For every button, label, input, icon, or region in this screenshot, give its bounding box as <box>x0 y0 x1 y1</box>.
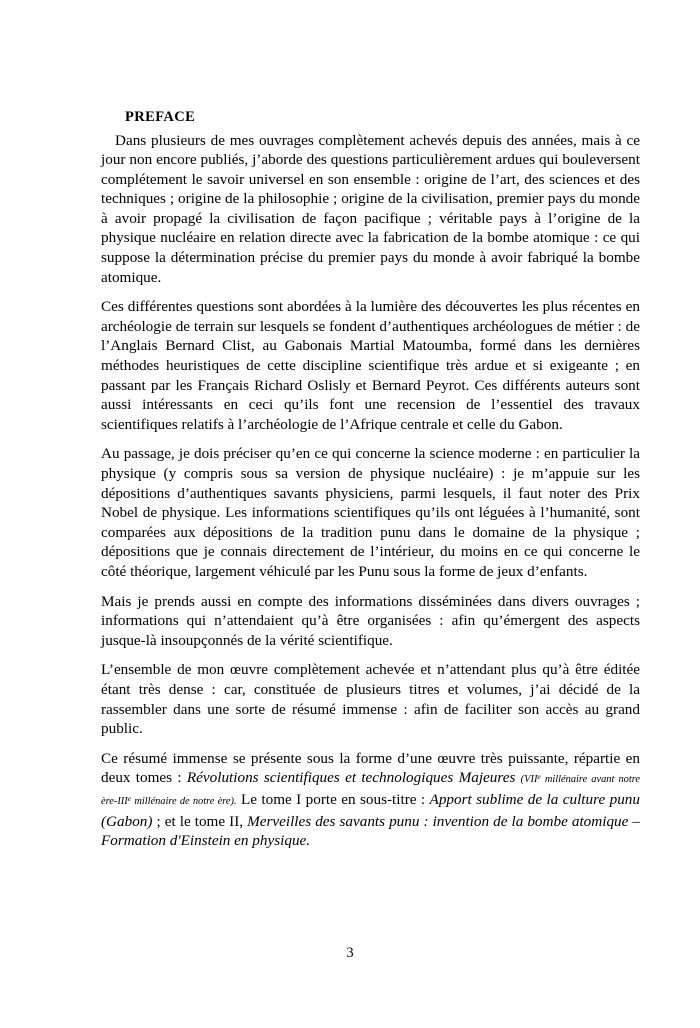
work-title-volume-2: Merveilles des savants punu : invention de la bombe atomique – Formation d'Einstein en physique. <box>101 812 640 850</box>
work-title-volume-1: Apport sublime de la culture punu (Gabon) <box>101 790 640 830</box>
final-middle-text-2: ; et le tome II, <box>152 812 248 830</box>
note-close: millénaire de notre ère). <box>131 795 237 807</box>
paragraph-2: Ces différentes questions sont abordées à la lumière des découvertes les plus récentes en archéologie de terrain sur lesquels se fondent d’authentiques archéologues de métier : de l’Anglais Bernard Clist, au Gabonais Martial Matoumba, formé dans les dernières méthodes heuristiques de cette discipline scientifique très ardue et si exigeante ; en passant par les Français Richard Oslisly et Bernard Peyrot. Ces différents auteurs sont aussi intéressants en ceci qu’ils font une recension de l’essentiel des travaux scientifiques relatifs à l’archéologie de l’Afrique centrale et celle du Gabon. <box>101 298 640 433</box>
paragraph-1: Dans plusieurs de mes ouvrages complètement achevés depuis des années, mais à ce jour non encore publiés, j’aborde des questions particulièrement ardues qui bouleversent complétement le savoir universel en son ensemble : origine de l’art, des sciences et des techniques ; origine de la philosophie ; origine de la civilisation, premier pays du monde à avoir propagé la civilisation de façon pacifique ; véritable pays à l’origine de la physique nucléaire en relation directe avec la fabrication de la bombe atomique : ce qui suppose la détermination précise du premier pays du monde à avoir fabriqué la bombe atomique. <box>101 131 640 286</box>
paragraph-6 <box>101 749 640 851</box>
paragraph-5: L’ensemble de mon œuvre complètement achevée et n’attendant plus qu’à être éditée étant très dense : car, constituée de plusieurs titres et volumes, j’ai décidé de la rassembler dans une sorte de résumé immense : afin de faciliter son accès au grand public. <box>101 661 640 738</box>
final-middle-text-1: Le tome I porte en sous-titre : <box>236 790 430 808</box>
note-ordinal-second: e <box>127 794 132 804</box>
final-lead-text: Ce résumé immense se présente sous la forme d’une œuvre très puissante, répartie en deux tomes : <box>101 749 640 787</box>
note-open: (VII <box>520 774 538 786</box>
note-middle: millénaire avant notre ère-III <box>101 774 640 807</box>
page-content <box>101 108 640 851</box>
paragraph-4: Mais je prends aussi en compte des informations disséminées dans divers ouvrages ; informations qui n’attendaient qu’à être organisées : afin qu’émergent des aspects jusque-là insoupçonnés de la vérité scientifique. <box>101 592 640 649</box>
paragraph-3: Au passage, je dois préciser qu’en ce qui concerne la science moderne : en particulier la physique (y compris sous sa version de physique nucléaire) : je m’appuie sur les dépositions d’authentiques savants physiciens, parmi lesquels, il faut noter des Prix Nobel de physique. Les informations scientifiques qu’ils ont léguées à l’humanité, sont comparées aux dépositions de la tradition punu dans le domaine de la physique ; dépositions que je connais directement de l’intérieur, du moins en ce qui concerne le côté théorique, largement véhiculé par les Punu sous la forme de jeux d’enfants. <box>101 445 640 580</box>
page-title: PREFACE <box>125 109 196 125</box>
page-number: 3 <box>346 945 354 961</box>
work-title-volume-set: Révolutions scientifiques et technologiques Majeures <box>186 769 516 787</box>
note-ordinal-first: e <box>537 772 541 782</box>
